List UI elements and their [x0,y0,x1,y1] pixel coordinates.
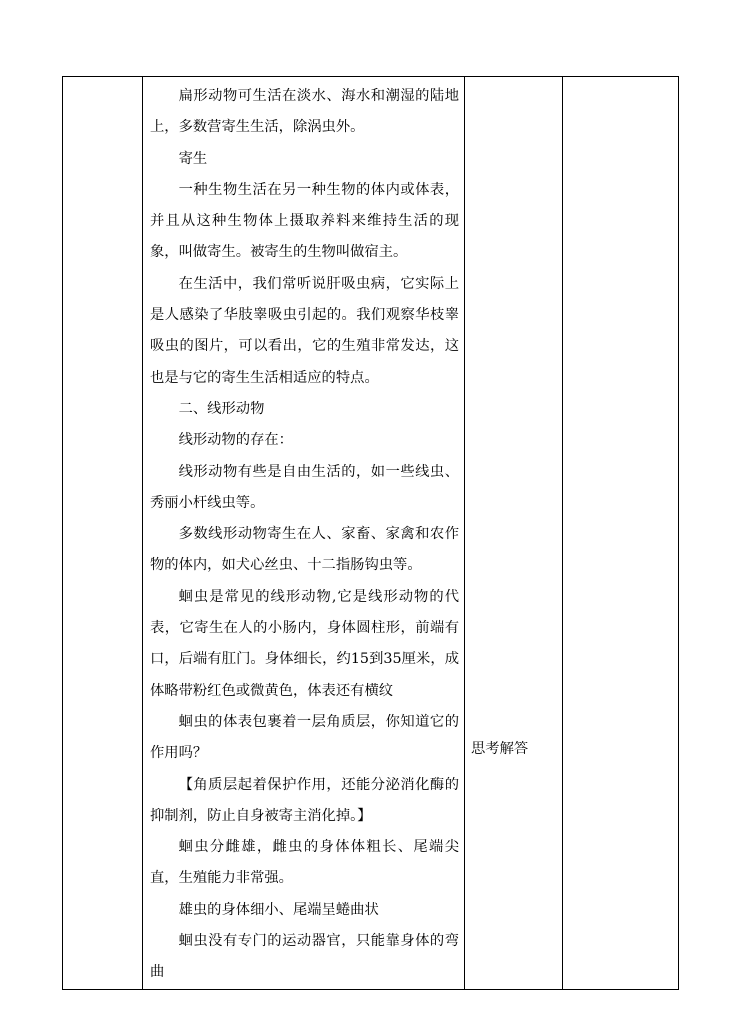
paragraph: 蛔虫是常见的线形动物,它是线形动物的代表，它寄生在人的小肠内，身体圆柱形，前端有口，后端有肛门。身体细长，约15到35厘米，成体略带粉红色或微黄色，体表还有横纹 [150,588,459,699]
paragraph: 线形动物的存在： [178,432,293,449]
student-activity-text: 思考解答 [471,741,529,757]
paragraph: 线形动物有些是自由生活的，如一些线虫、秀丽小杆线虫等。 [150,463,459,511]
paragraph: 寄生 [178,150,208,167]
paragraph: 多数线形动物寄生在人、家畜、家禽和农作物的体内，如犬心丝虫、十二指肠钩虫等。 [150,526,459,574]
section-cell [63,77,143,990]
teaching-content-cell [143,77,465,990]
question-paragraph: 蛔虫的体表包裹着一层角质层，你知道它的作用吗？ [150,713,459,762]
section-heading: 二、线形动物 [178,400,265,417]
lesson-table [62,76,679,990]
paragraph: 雄虫的身体细小、尾端呈蜷曲状 [178,901,379,918]
paragraph: 在生活中，我们常听说肝吸虫病，它实际上是人感染了华肢睾吸虫引起的。我们观察华枝睾吸虫的图片，可以看出，它的生殖非常发达，这也是与它的寄生生活相适应的特点。 [150,275,459,386]
table-row [63,77,679,990]
paragraph: 扁形动物可生活在淡水、海水和潮湿的陆地上，多数营寄生生活，除涡虫外。 [150,88,459,136]
paragraph: 一种生物生活在另一种生物的体内或体表，并且从这种生物体上摄取养料来维持生活的现象，叫做寄生。被寄生的生物叫做宿主。 [150,181,459,261]
paragraph: 蛔虫没有专门的运动器官，只能靠身体的弯曲 [150,933,459,981]
paragraph: 蛔虫分雌雄，雌虫的身体体粗长、尾端尖直，生殖能力非常强。 [150,839,459,887]
student-activity-cell [465,77,563,990]
design-intent-cell [563,77,679,990]
answer-paragraph: 【角质层起着保护作用，还能分泌消化酶的抑制剂，防止自身被寄主消化掉。】 [150,776,459,824]
teaching-content [143,77,464,989]
